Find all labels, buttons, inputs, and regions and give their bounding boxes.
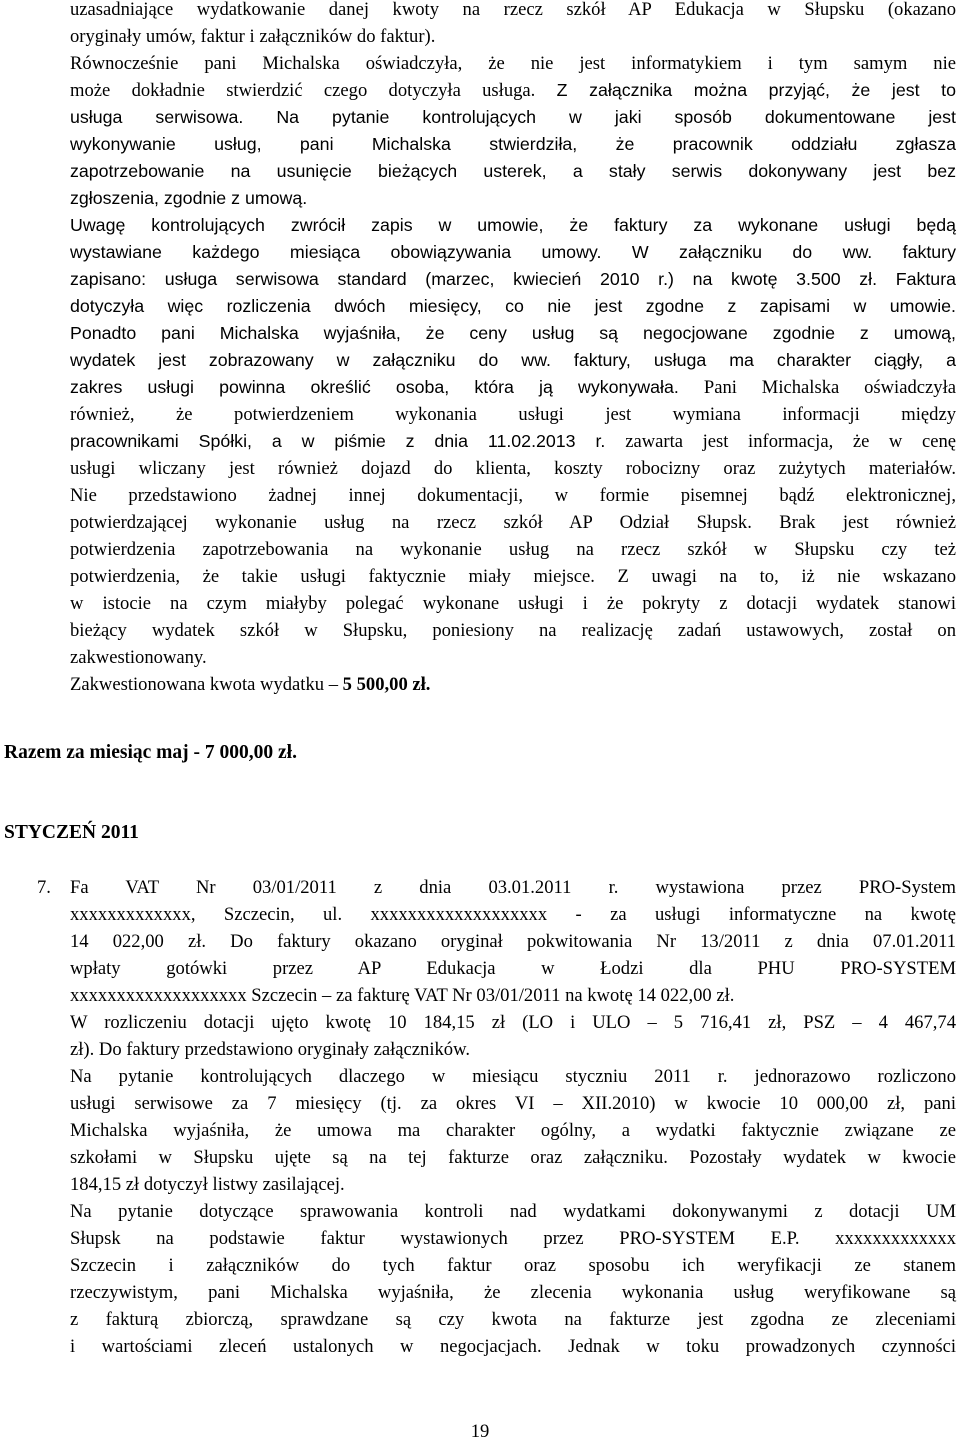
text-segment: również, że potwierdzeniem wykonania usługi jest wymiana informacji między [70,404,956,425]
text-segment: Uwagę kontrolujących zwrócił zapis w umowie, że faktury za wykonane usługi będą [70,215,956,235]
text-line [70,928,956,955]
text-line [70,644,956,671]
text-line [70,1198,956,1225]
text-segment: Ponadto pani Michalska wyjaśniła, że ceny usług są negocjowane zgodnie z umową, [70,323,956,343]
text-line [70,1036,956,1063]
text-segment: wydatek jest zobrazowany w załączniku do ww. faktury, usługa ma charakter ciągły, a [70,350,956,370]
text-line [70,1063,956,1090]
text-segment: zakres usługi powinna określić osoba, która ją wykonywała. [70,377,704,397]
text-segment: Szczecin i załączników do tych faktur oraz sposobu ich weryfikacji ze stanem [70,1255,956,1276]
text-segment: Faktura [895,269,956,289]
text-line [70,320,956,347]
text-line [70,1252,956,1279]
text-segment: może dokładnie stwierdzić czego dotyczyła usługa. [70,80,557,101]
text-line [70,77,956,104]
text-segment: potwierdzającej wykonanie usług na rzecz szkół AP Odział Słupsk. Brak jest również [70,512,956,533]
text-line [70,1279,956,1306]
text-line [70,104,956,131]
text-segment: z fakturą zbiorczą, sprawdzane są czy kwota na fakturze jest zgodna ze zleceniami [70,1309,956,1330]
text-segment: w istocie na czym miałyby polegać wykonane usługi i że pokryty z dotacji wydatek stanowi [70,593,956,614]
text-segment: zapisano: usługa serwisowa standard (marzec, kwiecień 2010 r.) na kwotę 3.500 zł. [70,269,896,289]
text-segment: potwierdzenia, że takie usługi faktycznie miały miejsce. Z uwagi na to, iż nie wskazano [70,566,956,587]
text-segment: Michalska wyjaśniła, że umowa ma charakter ogólny, a wydatki faktycznie związane ze [70,1120,956,1141]
text-segment: bieżący wydatek szkół w Słupsku, poniesiony na realizację zadań ustawowych, został on [70,620,956,641]
page-number: 19 [470,1421,490,1442]
text-segment: Na pytanie kontrolujących w jaki sposób dokumentowane jest [276,107,956,127]
questioned-amount-line [70,671,956,698]
text-line [70,0,956,23]
text-line [70,266,956,293]
text-line [70,131,956,158]
text-line [70,293,956,320]
text-line [70,1306,956,1333]
text-segment: xxxxxxxxxxxxxxxxxxx Szczecin – za fakturę VAT Nr 03/01/2011 na kwotę 14 022,00 zł. [70,985,735,1006]
text-segment: zawarta jest informacja, że w cenę [625,431,956,452]
text-segment: Nie przedstawiono żadnej innej dokumentacji, w formie pisemnej bądź elektronicznej, [70,485,956,506]
text-line [70,212,956,239]
text-segment: wystawiane każdego miesiąca obowiązywania umowy. W załączniku do ww. faktury [70,242,956,262]
text-segment: wykonywanie usług, pani Michalska stwierdziła, że pracownik oddziału zgłasza [70,134,956,154]
text-segment: potwierdzenia zapotrzebowania na wykonanie usług na rzecz szkół w Słupsku czy też [70,539,956,560]
text-line [70,50,956,77]
text-line [70,1090,956,1117]
text-line [70,617,956,644]
text-segment: zł). Do faktury przedstawiono oryginały załączników. [70,1039,470,1060]
questioned-amount-value: 5 500,00 zł. [342,674,431,695]
text-line [70,482,956,509]
text-line [70,428,956,455]
text-line [70,874,956,901]
monthly-total: Razem za miesiąc maj - 7 000,00 zł. [4,742,297,763]
text-line [70,185,956,212]
text-segment: i wartościami zleceń ustalonych w negocjacjach. Jednak w toku prowadzonych czynności [70,1336,956,1357]
text-segment: szkołami w Słupsku ujęte są na tej fakturze oraz załączniku. Pozostały wydatek w kwocie [70,1147,956,1168]
text-line [70,1225,956,1252]
text-segment: usługi wliczany jest również dojazd do klienta, koszty robocizny oraz zużytych materiałów. [70,458,956,479]
text-line [70,509,956,536]
text-segment: zgłoszenia, zgodnie z umową. [70,188,308,208]
text-segment: uzasadniające wydatkowanie danej kwoty na rzecz szkół AP Edukacja w Słupsku (okazano [70,0,956,20]
item-number: 7. [37,877,51,898]
invoice-item-description [70,874,956,1360]
text-segment: Na pytanie dotyczące sprawowania kontroli nad wydatkami dokonywanymi z dotacji UM [70,1201,956,1222]
text-line [70,455,956,482]
text-segment: usługi serwisowe za 7 miesięcy (tj. za okres VI – XII.2010) w kwocie 10 000,00 zł, pani [70,1093,956,1114]
text-segment: oryginały umów, faktur i załączników do faktur). [70,26,436,47]
text-line [70,1171,956,1198]
text-segment: Słupsk na podstawie faktur wystawionych przez PRO-SYSTEM E.P. xxxxxxxxxxxxx [70,1228,956,1249]
text-line [70,590,956,617]
text-segment: zapotrzebowanie na usunięcie bieżących usterek, a stały serwis dokonywany jest bez [70,161,956,181]
text-line [70,536,956,563]
month-heading: STYCZEŃ 2011 [4,822,139,843]
text-segment: 14 022,00 zł. Do faktury okazano oryginał pokwitowania Nr 13/2011 z dnia 07.01.2011 [70,931,956,952]
text-segment: 184,15 zł dotyczył listwy zasilającej. [70,1174,345,1195]
text-segment: pracownikami Spółki, a w piśmie z dnia 11.02.2013 r. [70,431,626,451]
text-line [70,955,956,982]
text-segment: rzeczywistym, pani Michalska wyjaśniła, że zlecenia wykonania usług weryfikowane są [70,1282,956,1303]
text-line [70,347,956,374]
text-segment: zakwestionowany. [70,647,207,668]
text-line [70,23,956,50]
text-line [70,901,956,928]
text-line [70,982,956,1009]
audit-findings-section [70,0,956,671]
text-line [70,1333,956,1360]
text-line [70,1009,956,1036]
text-line [70,401,956,428]
text-line [70,1117,956,1144]
text-segment: wpłaty gotówki przez AP Edukacja w Łodzi dla PHU PRO-SYSTEM [70,958,956,979]
text-segment: Pani Michalska oświadczyła [703,377,956,398]
text-line [70,1144,956,1171]
text-segment: Na pytanie kontrolujących dlaczego w miesiącu styczniu 2011 r. jednorazowo rozliczono [70,1066,956,1087]
text-segment: Z załącznika można przyjąć, że jest to [556,80,956,100]
text-line [70,374,956,401]
text-line [70,239,956,266]
text-segment: Równocześnie pani Michalska oświadczyła, że nie jest informatykiem i tym samym nie [70,53,956,74]
text-line [70,563,956,590]
questioned-amount-label: Zakwestionowana kwota wydatku – [70,674,343,695]
text-segment: usługa serwisowa. [70,107,277,127]
text-segment: Fa VAT Nr 03/01/2011 z dnia 03.01.2011 r. wystawiona przez PRO-System [70,877,956,898]
text-segment: dotyczyła więc rozliczenia dwóch miesięcy, co nie jest zgodne z zapisami w umowie. [70,296,956,316]
text-segment: W rozliczeniu dotacji ujęto kwotę 10 184,15 zł (LO i ULO – 5 716,41 zł, PSZ – 4 467,74 [70,1012,956,1033]
text-segment: xxxxxxxxxxxxx, Szczecin, ul. xxxxxxxxxxxxxxxxxxx - za usługi informatyczne na kwotę [70,904,956,925]
text-line [70,158,956,185]
